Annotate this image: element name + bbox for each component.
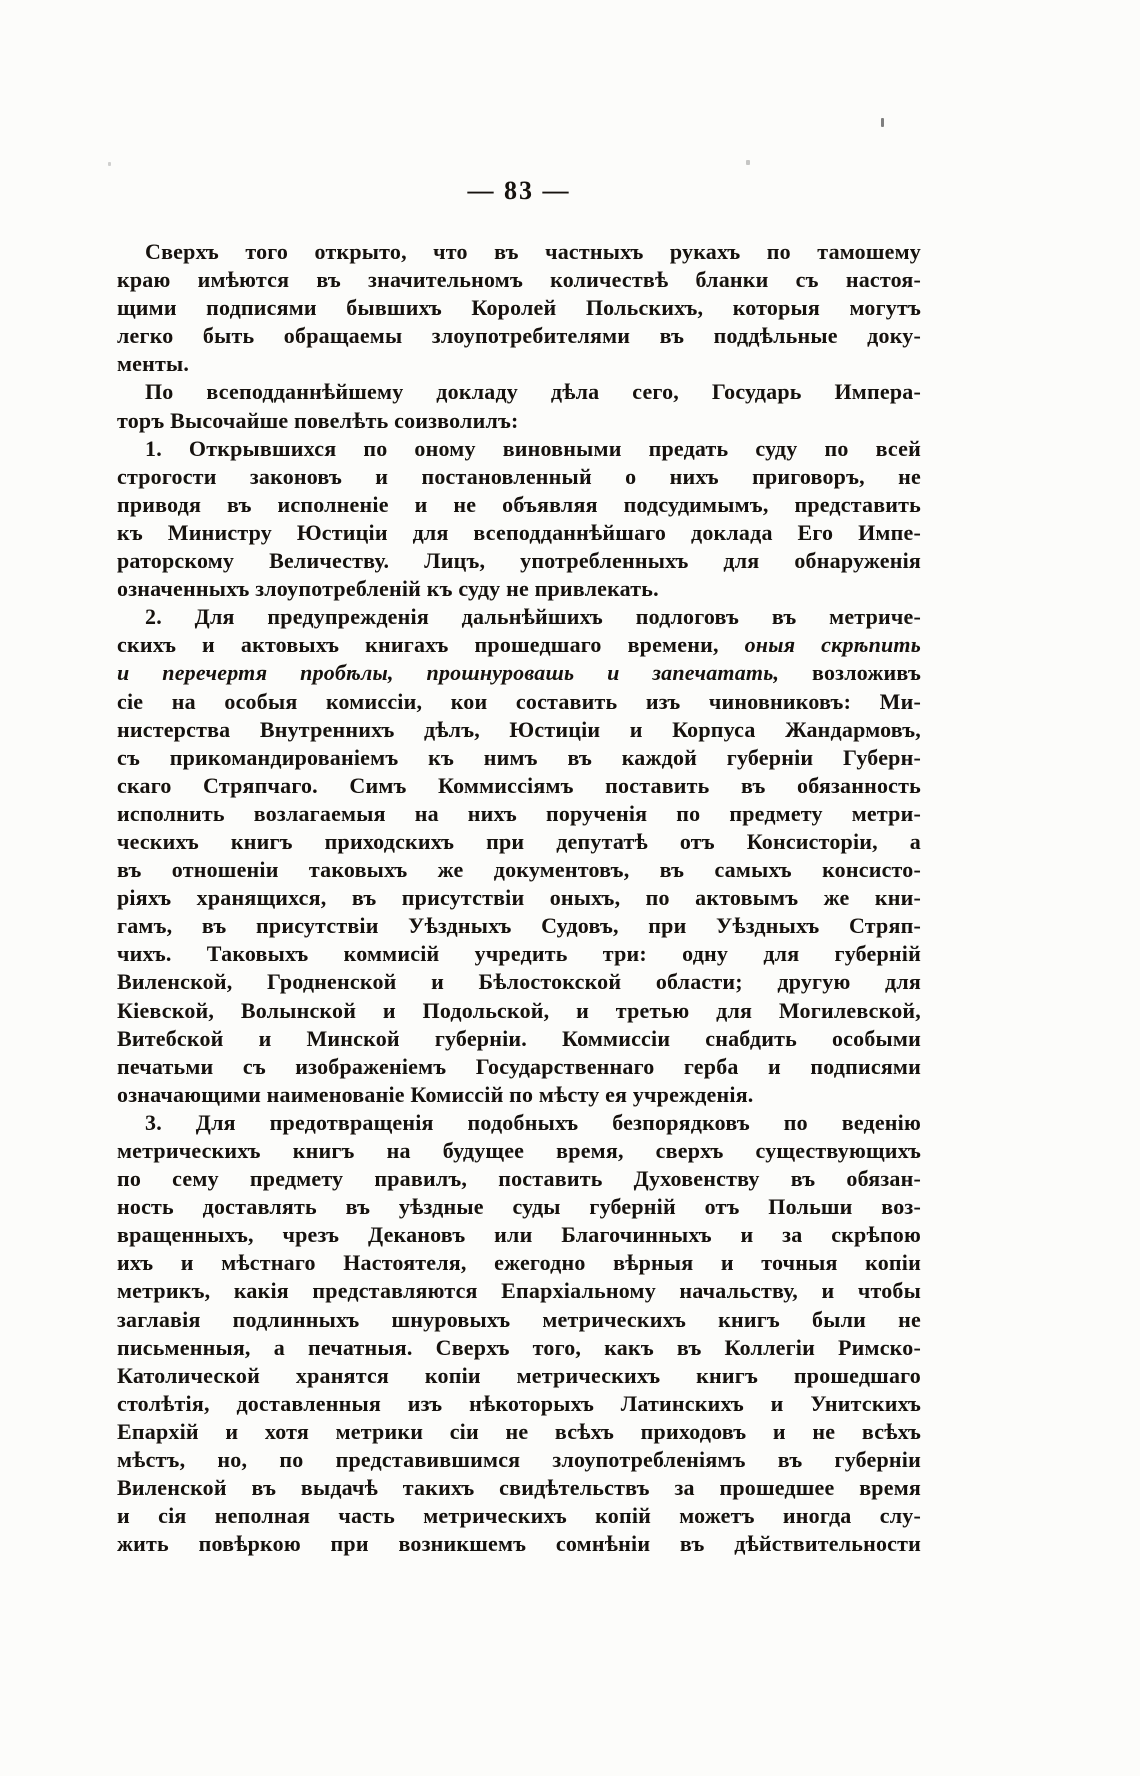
text-segment: строгости законовъ и постановленный о нихъ приговоръ, не — [117, 463, 921, 489]
text-line — [117, 238, 921, 266]
text-line — [117, 828, 921, 856]
text-segment: Виленской, Гродненской и Бѣлостокской области; другую для — [117, 969, 921, 995]
text-line — [117, 1165, 921, 1193]
text-segment: мѣстъ, но, по представившимся злоупотребленіямъ въ губерніи — [117, 1447, 921, 1473]
text-segment: столѣтія, доставленныя изъ нѣкоторыхъ Латинскихъ и Унитскихъ — [117, 1390, 921, 1416]
text-segment: сіе на особыя комиссіи, кои составить изъ чиновниковъ: Ми- — [117, 688, 921, 714]
text-segment: метрикъ, какія представляются Епархіальному начальству, и чтобы — [117, 1278, 921, 1304]
text-segment: 1. Открывшихся по оному виновными предать суду по всей — [145, 435, 921, 461]
text-line — [117, 631, 921, 659]
text-segment: приводя въ исполненіе и не объявляя подсудимымъ, представить — [117, 491, 921, 517]
text-segment: и сія неполная часть метрическихъ копій можетъ иногда слу- — [117, 1503, 921, 1529]
text-line — [117, 1053, 921, 1081]
text-segment: 2. Для предупрежденія дальнѣйшихъ подлоговъ въ метриче- — [145, 604, 921, 630]
text-segment: ность доставлять въ уѣздные суды губерній отъ Польши воз- — [117, 1194, 921, 1220]
text-segment: Сверхъ того открыто, что въ частныхъ рукахъ по тамошему — [145, 239, 921, 264]
document-text — [117, 238, 921, 1558]
text-line — [117, 547, 921, 575]
text-segment: заглавія подлинныхъ шнуровыхъ метрическихъ книгъ были не — [117, 1306, 921, 1332]
text-line — [117, 322, 921, 350]
text-segment: легко быть обращаемы злоупотребителями въ поддѣльные доку- — [117, 323, 921, 349]
text-segment: ріяхъ хранящихся, въ присутствіи оныхъ, по актовымъ же кни- — [117, 885, 921, 911]
text-line — [117, 940, 921, 968]
text-line — [117, 463, 921, 491]
text-line — [117, 1081, 921, 1109]
text-segment: жить повѣркою при возникшемъ сомнѣніи въ дѣйствительности — [117, 1531, 921, 1557]
italic-text-segment: и перечертя пробѣлы, прошнуровашь и запечатать, — [117, 660, 780, 686]
text-segment: въ отношеніи таковыхъ же документовъ, въ самыхъ консисто- — [117, 857, 921, 883]
text-line — [117, 744, 921, 772]
text-line — [117, 856, 921, 884]
text-segment: щими подписями бывшихъ Королей Польскихъ, которыя могутъ — [117, 295, 921, 321]
text-segment: 3. Для предотвращенія подобныхъ безпорядковъ по веденію — [145, 1109, 921, 1135]
text-line — [117, 1249, 921, 1277]
text-line — [117, 1446, 921, 1474]
text-line — [117, 1221, 921, 1249]
text-segment: Витебской и Минской губерніи. Коммиссіи снабдить особыми — [117, 1025, 921, 1051]
text-segment: исполнить возлагаемыя на нихъ порученія по предмету метри- — [117, 800, 921, 826]
text-line — [117, 266, 921, 294]
text-line — [117, 1502, 921, 1530]
text-line — [117, 1109, 921, 1137]
text-line — [117, 800, 921, 828]
text-segment: письменныя, а печатныя. Сверхъ того, какъ въ Коллегіи Римско- — [117, 1334, 921, 1360]
text-segment: Виленской въ выдачѣ такихъ свидѣтельствъ за прошедшее время — [117, 1475, 921, 1501]
text-segment: Католической хранятся копіи метрическихъ книгъ прошедшаго — [117, 1362, 921, 1388]
text-line — [117, 912, 921, 940]
text-line — [117, 407, 921, 435]
text-line — [117, 1277, 921, 1305]
text-line — [117, 1193, 921, 1221]
text-line — [117, 1530, 921, 1558]
text-line — [117, 1334, 921, 1362]
text-line — [117, 1306, 921, 1334]
text-segment: съ прикомандированіемъ къ нимъ въ каждой губерніи Губерн- — [117, 744, 921, 770]
text-line — [117, 1025, 921, 1053]
text-line — [117, 575, 921, 603]
text-segment: чихъ. Таковыхъ коммисій учредить три: одну для губерній — [117, 941, 921, 967]
text-segment: печатьми съ изображеніемъ Государственнаго герба и подписями — [117, 1053, 921, 1079]
text-segment: ихъ и мѣстнаго Настоятеля, ежегодно вѣрныя и точныя копіи — [117, 1250, 921, 1276]
text-line — [117, 997, 921, 1025]
text-segment: метрическихъ книгъ на будущее время, сверхъ существующихъ — [117, 1138, 921, 1163]
text-segment: по сему предмету правилъ, поставить Духовенству въ обязан- — [117, 1166, 921, 1192]
text-segment: означающими наименованіе Комиссій по мѣсту ея учрежденія. — [117, 1081, 754, 1107]
text-segment: нистерства Внутреннихъ дѣлъ, Юстиціи и Корпуса Жандармовъ, — [117, 716, 921, 742]
text-segment: менты. — [117, 351, 190, 377]
text-segment: Кіевской, Волынской и Подольской, и третью для Могилевской, — [117, 997, 921, 1023]
text-line — [117, 294, 921, 322]
text-line — [117, 1390, 921, 1418]
scan-artifact — [746, 160, 750, 165]
text-segment: возложивъ — [779, 660, 921, 686]
text-segment: означенныхъ злоупотребленій къ суду не привлекать. — [117, 576, 659, 602]
text-line — [117, 491, 921, 519]
text-segment: скаго Стряпчаго. Симъ Коммиссіямъ поставить въ обязанность — [117, 772, 921, 798]
text-segment: краю имѣются въ значительномъ количествѣ бланки съ настоя- — [117, 267, 921, 293]
text-line — [117, 884, 921, 912]
page-number: — 83 — — [467, 176, 571, 205]
text-line — [117, 603, 921, 631]
text-line — [117, 350, 921, 378]
text-line — [117, 378, 921, 406]
text-line — [117, 968, 921, 996]
text-line — [117, 772, 921, 800]
text-segment: гамъ, въ присутствіи Уѣздныхъ Судовъ, при Уѣздныхъ Стряп- — [117, 913, 921, 939]
text-line — [117, 1362, 921, 1390]
text-line — [117, 716, 921, 744]
italic-text-segment: оныя скрѣпить — [744, 632, 922, 658]
text-line — [117, 435, 921, 463]
text-segment: Епархій и хотя метрики сіи не всѣхъ приходовъ и не всѣхъ — [117, 1418, 921, 1444]
text-line — [117, 1474, 921, 1502]
text-line — [117, 659, 921, 687]
text-segment: вращенныхъ, чрезъ Декановъ или Благочинныхъ и за скрѣпою — [117, 1222, 921, 1248]
scan-artifact — [881, 118, 884, 127]
text-segment: По всеподданнѣйшему докладу дѣла сего, Государь Импера- — [145, 379, 921, 405]
text-line — [117, 519, 921, 547]
text-line — [117, 1418, 921, 1446]
text-segment: скихъ и актовыхъ книгахъ прошедшаго времени, — [117, 632, 745, 658]
text-segment: раторскому Величеству. Лицъ, употребленныхъ для обнаруженія — [117, 548, 921, 574]
text-segment: ческихъ книгъ приходскихъ при депутатѣ отъ Консисторіи, а — [117, 828, 921, 854]
scan-artifact — [108, 162, 111, 166]
text-segment: торъ Высочайше повелѣть соизволилъ: — [117, 407, 519, 433]
text-segment: къ Министру Юстиціи для всеподданнѣйшаго доклада Его Импе- — [117, 519, 921, 545]
text-line — [117, 1137, 921, 1165]
text-line — [117, 688, 921, 716]
